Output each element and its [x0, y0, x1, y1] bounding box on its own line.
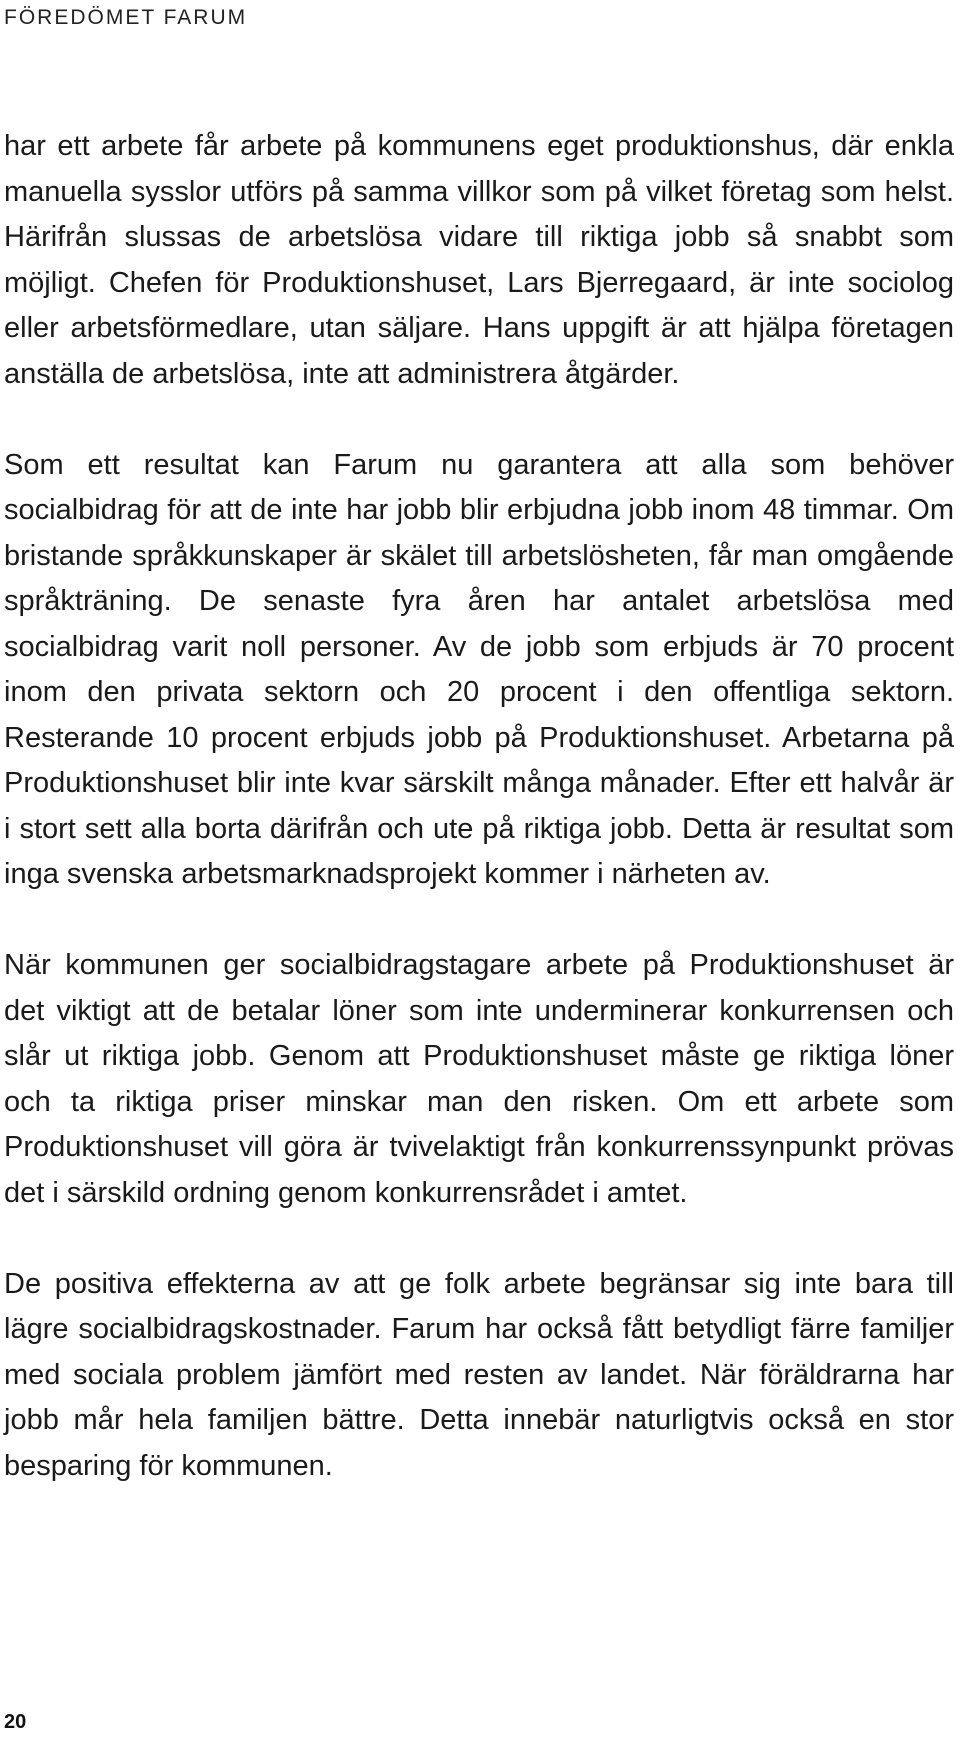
- paragraph-1: har ett arbete får arbete på kommunens eget produktionshus, där enkla manuella sysslor utförs på samma villkor som på vilket företag som helst. Härifrån slussas de arbetslösa vidare till riktiga jobb så snabbt som möjligt. Chefen för Produktionshuset, Lars Bjerregaard, är inte sociolog eller arbetsförmedlare, utan säljare. Hans uppgift är att hjälpa företagen anställa de arbetslösa, inte att administrera åtgärder.: [4, 130, 954, 390]
- paragraph-3: När kommunen ger socialbidragstagare arbete på Produktionshuset är det viktigt att de betalar löner som inte underminerar konkurrensen och slår ut riktiga jobb. Genom att Produktionshuset måste ge riktiga löner och ta riktiga priser minskar man den risken. Om ett arbete som Produktionshuset vill göra är tvivelaktigt från konkurrenssynpunkt prövas det i särskild ordning genom konkurrensrådet i amtet.: [4, 949, 954, 1209]
- paragraph-2: Som ett resultat kan Farum nu garantera att alla som behöver socialbidrag för att de inte har jobb blir erbjudna jobb inom 48 timmar. Om bristande språkkunskaper är skälet till arbetslösheten, får man omgående språkträning. De senaste fyra åren har antalet arbetslösa med socialbidrag varit noll personer. Av de jobb som erbjuds är 70 procent inom den privata sektorn och 20 procent i den offentliga sektorn. Resterande 10 procent erbjuds jobb på Produktionshuset. Arbetarna på Produktionshuset blir inte kvar särskilt många månader. Efter ett halvår är i stort sett alla borta därifrån och ute på riktiga jobb. Detta är resultat som inga svenska arbetsmarknadsprojekt kommer i närheten av.: [4, 448, 954, 890]
- paragraph-4: De positiva effekterna av att ge folk arbete begränsar sig inte bara till lägre socialbidragskostnader. Farum har också fått betydligt färre familjer med sociala problem jämfört med resten av landet. När föräldrarna har jobb mår hela familjen bättre. Detta innebär naturligtvis också en stor besparing för kommunen.: [4, 1267, 954, 1482]
- body-text: [4, 124, 954, 1489]
- running-header: FÖREDÖMET FARUM: [4, 6, 248, 29]
- page-number: 20: [4, 1711, 27, 1733]
